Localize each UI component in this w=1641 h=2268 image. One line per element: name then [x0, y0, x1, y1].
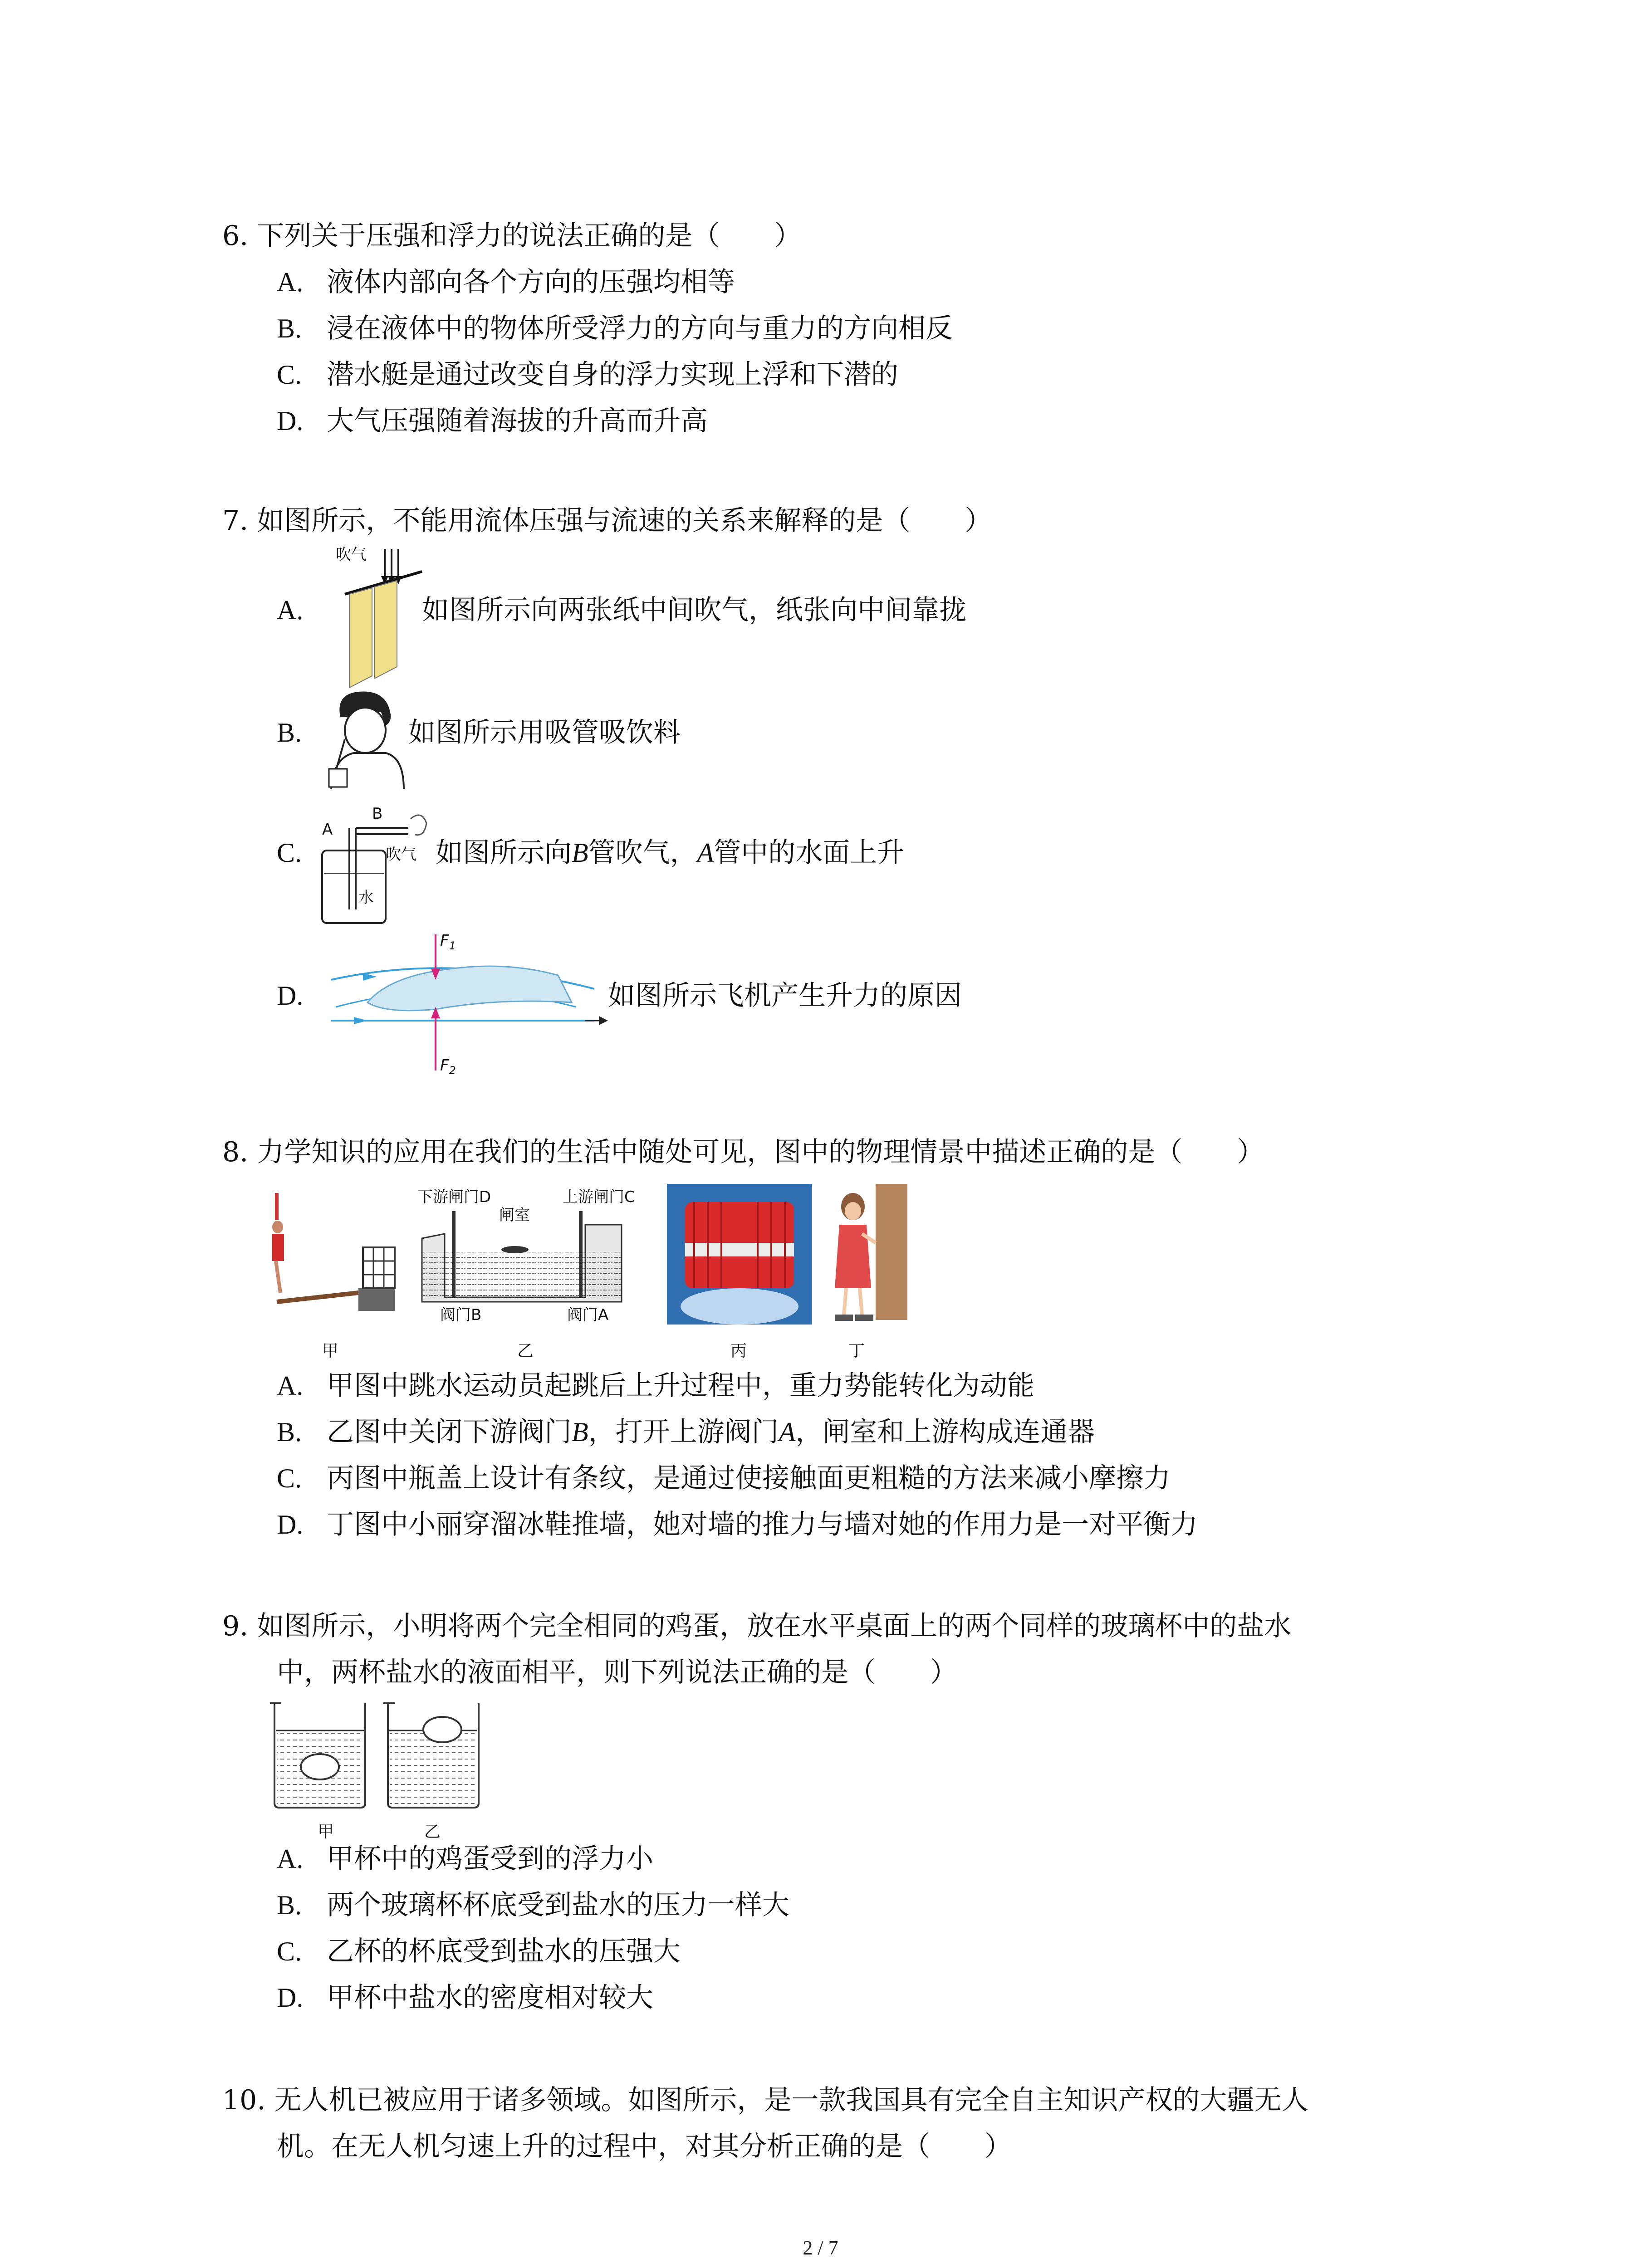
q6-option-c [277, 352, 898, 397]
option-label: C. [277, 1463, 302, 1493]
question-10-stem-line1: 10. 无人机已被应用于诸多领域。如图所示，是一款我国具有完全自主知识产权的大疆无人 [222, 2084, 1309, 2116]
valve-b-label: 阀门B [440, 1306, 482, 1324]
blow-label: 吹气 [386, 846, 416, 864]
text-part: 管吹气， [588, 837, 697, 869]
q8-option-b [277, 1409, 1095, 1455]
option-text: 浸在液体中的物体所受浮力的方向与重力的方向相反 [327, 313, 953, 344]
question-10-stem-line2: 机。在无人机匀速上升的过程中，对其分析正确的是（ ） [277, 2131, 1012, 2162]
option-text: 潜水艇是通过改变自身的浮力实现上浮和下潜的 [327, 359, 898, 391]
var-a: A [697, 838, 714, 868]
text-part: ，闸室和上游构成连通器 [795, 1416, 1095, 1448]
chamber-label: 闸室 [499, 1206, 530, 1224]
option-label: A. [277, 1844, 304, 1874]
option-label: D. [277, 981, 304, 1011]
q6-option-d [277, 398, 708, 444]
q6-option-a [277, 259, 735, 305]
q8-option-d [277, 1502, 1198, 1547]
option-label: A. [277, 595, 304, 625]
question-9-stem-line2: 中，两杯盐水的液面相平，则下列说法正确的是（ ） [277, 1657, 957, 1688]
option-label: D. [277, 406, 304, 436]
question-6-stem: 6. 下列关于压强和浮力的说法正确的是（ ） [222, 220, 802, 252]
airfoil-figure [318, 925, 608, 1080]
option-text: 液体内部向各个方向的压强均相等 [327, 266, 735, 298]
option-label: B. [277, 313, 302, 343]
blow-label: 吹气 [336, 546, 367, 564]
option-label: B. [277, 718, 302, 748]
var-b: B [572, 1417, 588, 1447]
text-part: 乙图中关闭下游阀门 [327, 1416, 572, 1448]
q9-option-d [277, 1975, 653, 2020]
up-gate-label: 上游闸门C [563, 1188, 635, 1206]
option-label: D. [277, 1510, 304, 1540]
option-text: 甲图中跳水运动员起跳后上升过程中，重力势能转化为动能 [327, 1370, 1034, 1402]
option-label: C. [277, 360, 302, 390]
tube-a-label: A [322, 821, 333, 839]
q9-option-c [277, 1929, 681, 1974]
egg-cups-figure [268, 1699, 504, 1844]
option-label: A. [277, 267, 304, 297]
q6-option-b [277, 306, 953, 351]
scene-jia-caption: 甲 [322, 1342, 339, 1360]
cup-jia-caption: 甲 [318, 1823, 334, 1841]
q9-option-a [277, 1836, 653, 1882]
q7-option-a-text: 如图所示向两张纸中间吹气，纸张向中间靠拢 [422, 594, 966, 626]
text-part: ，打开上游阀门 [588, 1416, 779, 1448]
blow-paper-figure [318, 544, 426, 694]
cup-yi-caption: 乙 [424, 1823, 441, 1841]
question-7-stem: 7. 如图所示，不能用流体压强与流速的关系来解释的是（ ） [222, 505, 992, 537]
page-number: 2 / 7 [803, 2237, 838, 2259]
q8-option-c [277, 1456, 1171, 1501]
force-f2-label: $F_2$ [440, 1056, 456, 1077]
scene-yi-caption: 乙 [517, 1342, 534, 1360]
q7-option-b-text: 如图所示用吸管吸饮料 [408, 717, 681, 748]
tube-b-label: B [372, 805, 383, 823]
valve-a-label: 阀门A [567, 1306, 609, 1324]
option-text: 甲杯中盐水的密度相对较大 [327, 1982, 653, 2014]
text-part: 如图所示向 [436, 837, 572, 869]
question-8-stem: 8. 力学知识的应用在我们的生活中随处可见，图中的物理情景中描述正确的是（ ） [222, 1136, 1264, 1168]
straw-drinking-figure [318, 685, 408, 789]
scene-ding-caption: 丁 [848, 1342, 865, 1360]
option-text: 丙图中瓶盖上设计有条纹，是通过使接触面更粗糙的方法来减小摩擦力 [327, 1462, 1171, 1494]
var-a: A [779, 1417, 796, 1447]
option-label: C. [277, 838, 302, 868]
option-label: C. [277, 1936, 302, 1966]
q8-option-a [277, 1363, 1034, 1408]
option-text: 两个玻璃杯杯底受到盐水的压力一样大 [327, 1889, 789, 1921]
option-text: 丁图中小丽穿溜冰鞋推墙，她对墙的推力与墙对她的作用力是一对平衡力 [327, 1509, 1198, 1540]
question-9-stem-line1: 9. 如图所示，小明将两个完全相同的鸡蛋，放在水平桌面上的两个同样的玻璃杯中的盐水 [222, 1610, 1292, 1642]
scene-bing-caption: 丙 [730, 1342, 747, 1360]
q7-option-c-text [436, 830, 904, 875]
mechanics-scenes-figure [268, 1184, 926, 1365]
option-text: 乙杯的杯底受到盐水的压强大 [327, 1936, 681, 1967]
option-label: B. [277, 1417, 302, 1447]
down-gate-label: 下游闸门D [417, 1188, 491, 1206]
tube-blow-figure [318, 792, 431, 928]
force-f1-label: $F_1$ [440, 932, 456, 952]
option-label: B. [277, 1890, 302, 1920]
text-part: 管中的水面上升 [714, 837, 905, 869]
var-b: B [572, 838, 588, 868]
option-text: 大气压强随着海拔的升高而升高 [327, 405, 708, 437]
option-label: D. [277, 1983, 304, 2013]
option-label: A. [277, 1371, 304, 1401]
option-text: 甲杯中的鸡蛋受到的浮力小 [327, 1843, 653, 1875]
water-label: 水 [358, 889, 374, 907]
q9-option-b [277, 1882, 789, 1928]
q7-option-d-text: 如图所示飞机产生升力的原因 [608, 980, 962, 1012]
